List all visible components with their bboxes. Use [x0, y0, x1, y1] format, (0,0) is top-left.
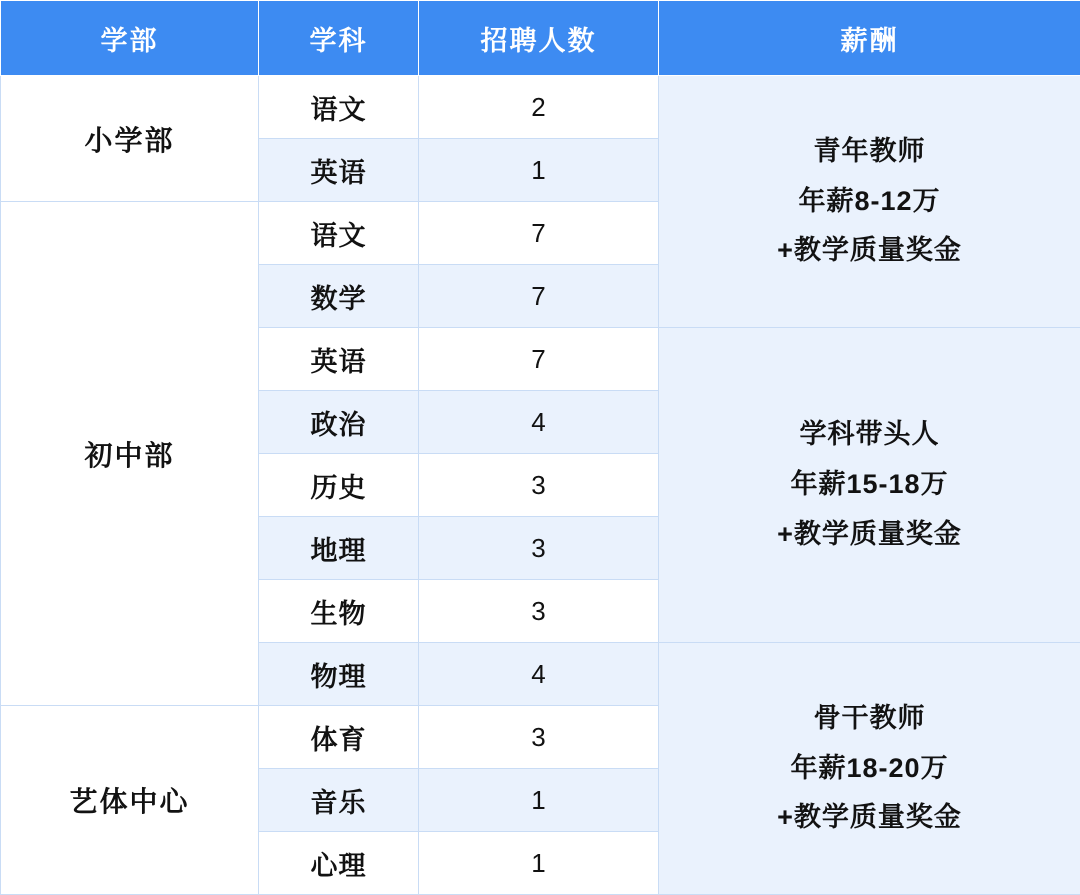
- salary-cell-young-teacher: [659, 76, 1080, 328]
- salary-cell-lead-teacher: [659, 328, 1080, 643]
- count-cell: 7: [419, 265, 659, 328]
- salary-line-bonus: +教学质量奖金: [669, 510, 1070, 560]
- salary-line-bonus: +教学质量奖金: [669, 793, 1070, 843]
- column-header-subject: 学科: [259, 1, 419, 76]
- salary-line-amount: 年薪8-12万: [669, 177, 1070, 227]
- count-cell: 7: [419, 328, 659, 391]
- count-cell: 3: [419, 517, 659, 580]
- department-cell-arts: 艺体中心: [1, 706, 259, 895]
- count-cell: 4: [419, 643, 659, 706]
- count-cell: 3: [419, 580, 659, 643]
- count-cell: 3: [419, 454, 659, 517]
- column-header-salary: 薪酬: [659, 1, 1080, 76]
- subject-cell: 物理: [259, 643, 419, 706]
- subject-cell: 数学: [259, 265, 419, 328]
- salary-line-amount: 年薪15-18万: [669, 460, 1070, 510]
- department-cell-primary: 小学部: [1, 76, 259, 202]
- salary-line-title: 骨干教师: [669, 694, 1070, 744]
- subject-cell: 英语: [259, 328, 419, 391]
- subject-cell: 生物: [259, 580, 419, 643]
- count-cell: 4: [419, 391, 659, 454]
- count-cell: 7: [419, 202, 659, 265]
- subject-cell: 地理: [259, 517, 419, 580]
- table-header: [1, 1, 1080, 76]
- salary-line-bonus: +教学质量奖金: [669, 226, 1070, 276]
- count-cell: 1: [419, 139, 659, 202]
- header-row: [1, 1, 1080, 76]
- salary-line-title: 学科带头人: [669, 410, 1070, 460]
- column-header-count: 招聘人数: [419, 1, 659, 76]
- subject-cell: 政治: [259, 391, 419, 454]
- subject-cell: 心理: [259, 832, 419, 895]
- count-cell: 2: [419, 76, 659, 139]
- table-row: [1, 76, 1080, 139]
- subject-cell: 体育: [259, 706, 419, 769]
- count-cell: 3: [419, 706, 659, 769]
- salary-line-title: 青年教师: [669, 127, 1070, 177]
- subject-cell: 英语: [259, 139, 419, 202]
- column-header-department: 学部: [1, 1, 259, 76]
- subject-cell: 语文: [259, 202, 419, 265]
- count-cell: 1: [419, 832, 659, 895]
- subject-cell: 语文: [259, 76, 419, 139]
- department-cell-middle: 初中部: [1, 202, 259, 706]
- table-body: [1, 76, 1080, 895]
- subject-cell: 历史: [259, 454, 419, 517]
- count-cell: 1: [419, 769, 659, 832]
- salary-line-amount: 年薪18-20万: [669, 744, 1070, 794]
- subject-cell: 音乐: [259, 769, 419, 832]
- salary-cell-backbone-teacher: [659, 643, 1080, 895]
